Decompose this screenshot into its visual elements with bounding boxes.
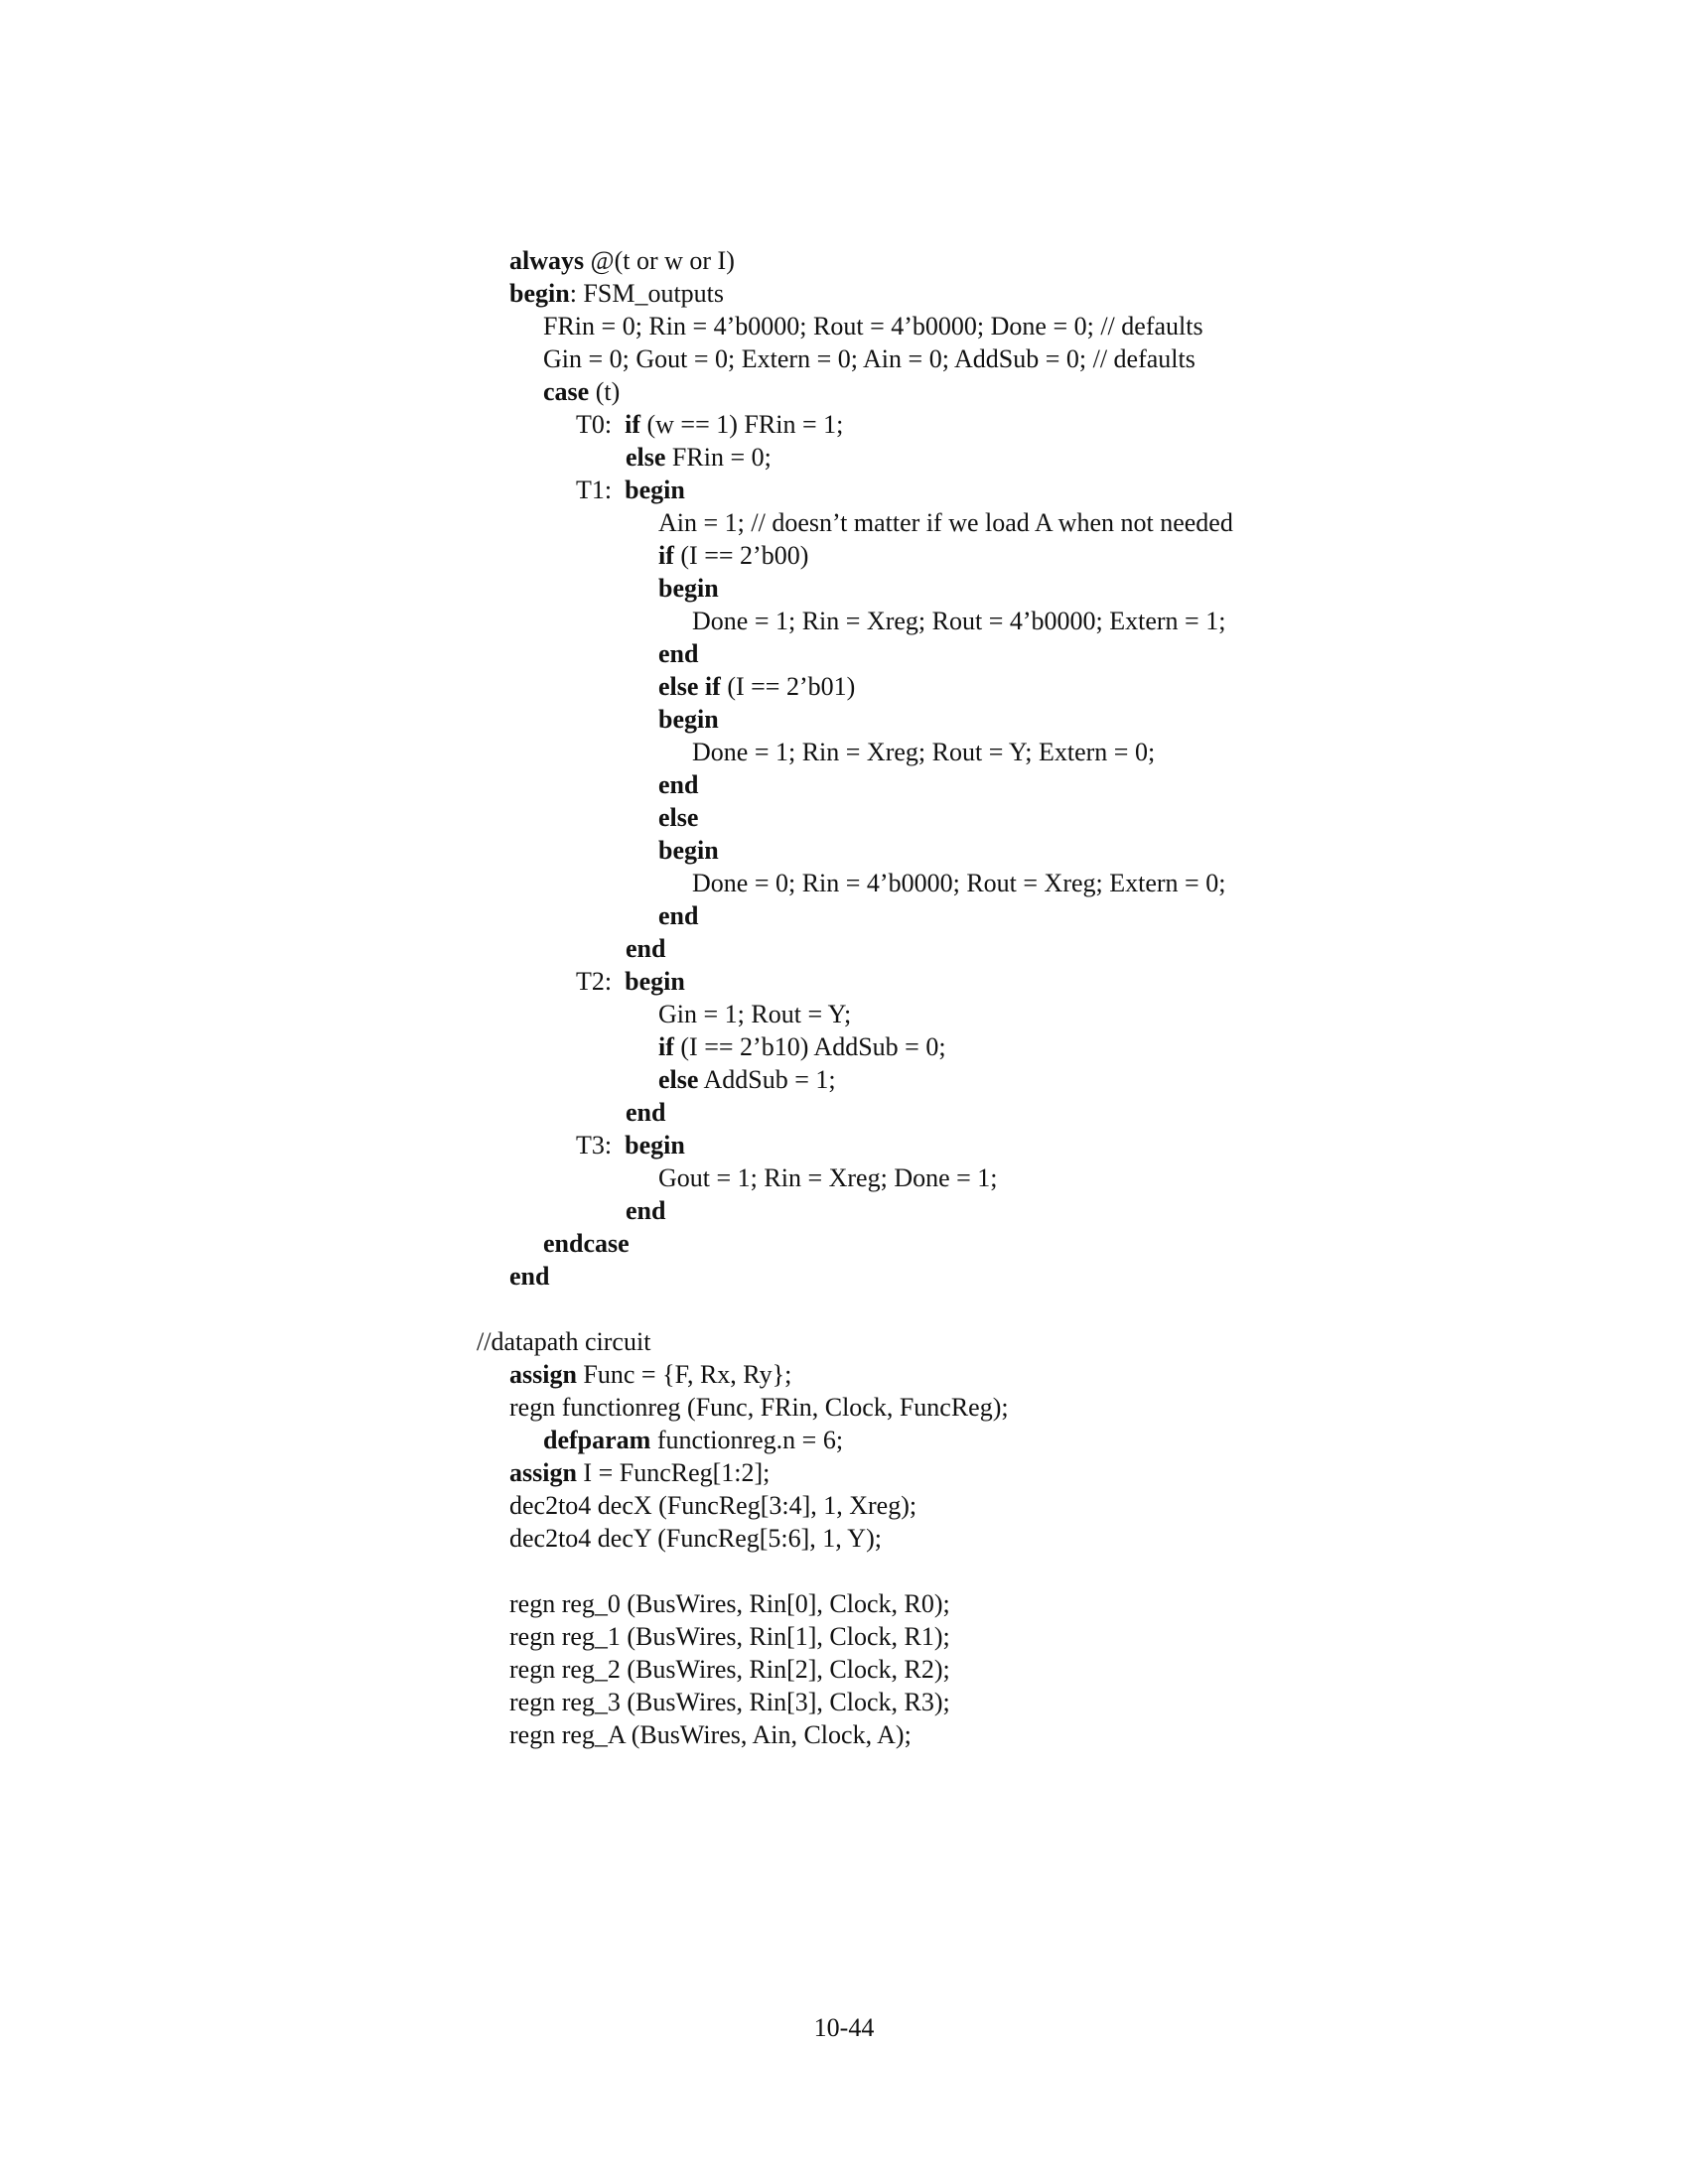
- code-line: [509, 1458, 770, 1488]
- code-line: [543, 377, 620, 407]
- code-text: Gout = 1; Rin = Xreg; Done = 1;: [658, 1163, 998, 1192]
- code-text: functionreg.n = 6;: [650, 1426, 844, 1454]
- code-keyword: else if: [658, 672, 721, 701]
- code-line: [658, 672, 855, 702]
- code-line: [509, 1622, 950, 1652]
- code-keyword: begin: [658, 836, 719, 865]
- code-text: FRin = 0; Rin = 4’b0000; Rout = 4’b0000; Done = 0; // defaults: [543, 312, 1203, 341]
- code-line: [509, 1393, 1009, 1423]
- code-keyword: always: [509, 246, 585, 275]
- code-line: [626, 934, 665, 964]
- code-keyword: end: [626, 1196, 666, 1225]
- code-keyword: end: [658, 639, 699, 668]
- code-text: Done = 1; Rin = Xreg; Rout = Y; Extern = 0;: [692, 738, 1156, 766]
- code-line: [658, 901, 698, 931]
- code-line: [509, 1262, 549, 1292]
- code-text: Ain = 1; // doesn’t matter if we load A when not needed: [658, 508, 1233, 537]
- code-line: [658, 705, 719, 735]
- code-keyword: else: [626, 443, 666, 472]
- code-line: [576, 476, 685, 505]
- code-line: [658, 1000, 851, 1029]
- code-line: [509, 1360, 791, 1390]
- code-text: T2:: [576, 967, 626, 996]
- code-text: T1:: [576, 476, 626, 504]
- code-line: [692, 607, 1225, 636]
- code-text: Gin = 0; Gout = 0; Extern = 0; Ain = 0; AddSub = 0; // defaults: [543, 344, 1196, 373]
- code-line: [626, 443, 772, 473]
- code-text: regn reg_3 (BusWires, Rin[3], Clock, R3);: [509, 1688, 950, 1716]
- code-text: (I == 2’b00): [673, 541, 809, 570]
- code-text: //datapath circuit: [477, 1327, 651, 1356]
- code-line: [692, 738, 1155, 767]
- code-line: [658, 836, 719, 866]
- code-text: Done = 0; Rin = 4’b0000; Rout = Xreg; Extern = 0;: [692, 869, 1226, 897]
- code-text: I = FuncReg[1:2];: [576, 1458, 771, 1487]
- code-keyword: end: [658, 901, 699, 930]
- code-keyword: assign: [509, 1360, 577, 1389]
- code-keyword: begin: [625, 476, 685, 504]
- code-keyword: if: [658, 541, 674, 570]
- code-keyword: defparam: [543, 1426, 651, 1454]
- code-text: regn reg_1 (BusWires, Rin[1], Clock, R1);: [509, 1622, 950, 1651]
- code-keyword: begin: [625, 967, 685, 996]
- code-line: [509, 1491, 916, 1521]
- code-keyword: if: [625, 410, 640, 439]
- code-text: (I == 2’b10) AddSub = 0;: [673, 1032, 946, 1061]
- code-keyword: if: [658, 1032, 674, 1061]
- code-line: [576, 967, 685, 997]
- code-line: [509, 1720, 912, 1750]
- code-keyword: endcase: [543, 1229, 630, 1258]
- code-line: [658, 803, 698, 833]
- code-keyword: begin: [509, 279, 570, 308]
- code-keyword: begin: [658, 574, 719, 603]
- code-keyword: case: [543, 377, 590, 406]
- code-line: [658, 508, 1233, 538]
- code-text: (I == 2’b01): [720, 672, 856, 701]
- code-line: [509, 1524, 882, 1554]
- code-keyword: end: [626, 934, 666, 963]
- code-text: (w == 1) FRin = 1;: [640, 410, 844, 439]
- code-line: [658, 541, 808, 571]
- code-keyword: end: [658, 770, 699, 799]
- code-text: dec2to4 decY (FuncReg[5:6], 1, Y);: [509, 1524, 882, 1553]
- code-line: [626, 1196, 665, 1226]
- code-line: [576, 1131, 685, 1160]
- code-line: [509, 279, 724, 309]
- code-text: regn reg_0 (BusWires, Rin[0], Clock, R0);: [509, 1589, 950, 1618]
- code-text: Gin = 1; Rout = Y;: [658, 1000, 852, 1028]
- code-line: [477, 1327, 650, 1357]
- code-text: regn reg_2 (BusWires, Rin[2], Clock, R2);: [509, 1655, 950, 1684]
- code-text: Func = {F, Rx, Ry};: [576, 1360, 792, 1389]
- code-text: AddSub = 1;: [698, 1065, 836, 1094]
- code-line: [509, 246, 735, 276]
- code-line: [658, 574, 719, 604]
- code-line: [543, 312, 1203, 341]
- code-text: @(t or w or I): [584, 246, 735, 275]
- code-keyword: end: [509, 1262, 550, 1291]
- code-line: [576, 410, 843, 440]
- code-line: [509, 1655, 950, 1685]
- code-line: [626, 1098, 665, 1128]
- code-keyword: else: [658, 1065, 699, 1094]
- code-text: (t): [589, 377, 621, 406]
- code-line: [658, 639, 698, 669]
- code-line: [692, 869, 1225, 898]
- code-line: [509, 1688, 950, 1717]
- code-keyword: assign: [509, 1458, 577, 1487]
- code-text: FRin = 0;: [665, 443, 772, 472]
- code-text: : FSM_outputs: [569, 279, 725, 308]
- code-keyword: begin: [658, 705, 719, 734]
- code-text: dec2to4 decX (FuncReg[3:4], 1, Xreg);: [509, 1491, 917, 1520]
- code-keyword: else: [658, 803, 699, 832]
- code-line: [509, 1589, 950, 1619]
- code-text: T3:: [576, 1131, 626, 1160]
- code-text: regn reg_A (BusWires, Ain, Clock, A);: [509, 1720, 912, 1749]
- code-keyword: end: [626, 1098, 666, 1127]
- code-line: [658, 1163, 998, 1193]
- code-line: [543, 1229, 630, 1259]
- code-line: [658, 1065, 836, 1095]
- code-line: [543, 1426, 843, 1455]
- code-line: [658, 1032, 946, 1062]
- code-line: [658, 770, 698, 800]
- code-text: Done = 1; Rin = Xreg; Rout = 4’b0000; Extern = 1;: [692, 607, 1226, 635]
- code-text: regn functionreg (Func, FRin, Clock, FuncReg);: [509, 1393, 1009, 1422]
- code-line: [543, 344, 1196, 374]
- code-text: T0:: [576, 410, 626, 439]
- page-number: 10-44: [813, 2013, 875, 2042]
- code-keyword: begin: [625, 1131, 685, 1160]
